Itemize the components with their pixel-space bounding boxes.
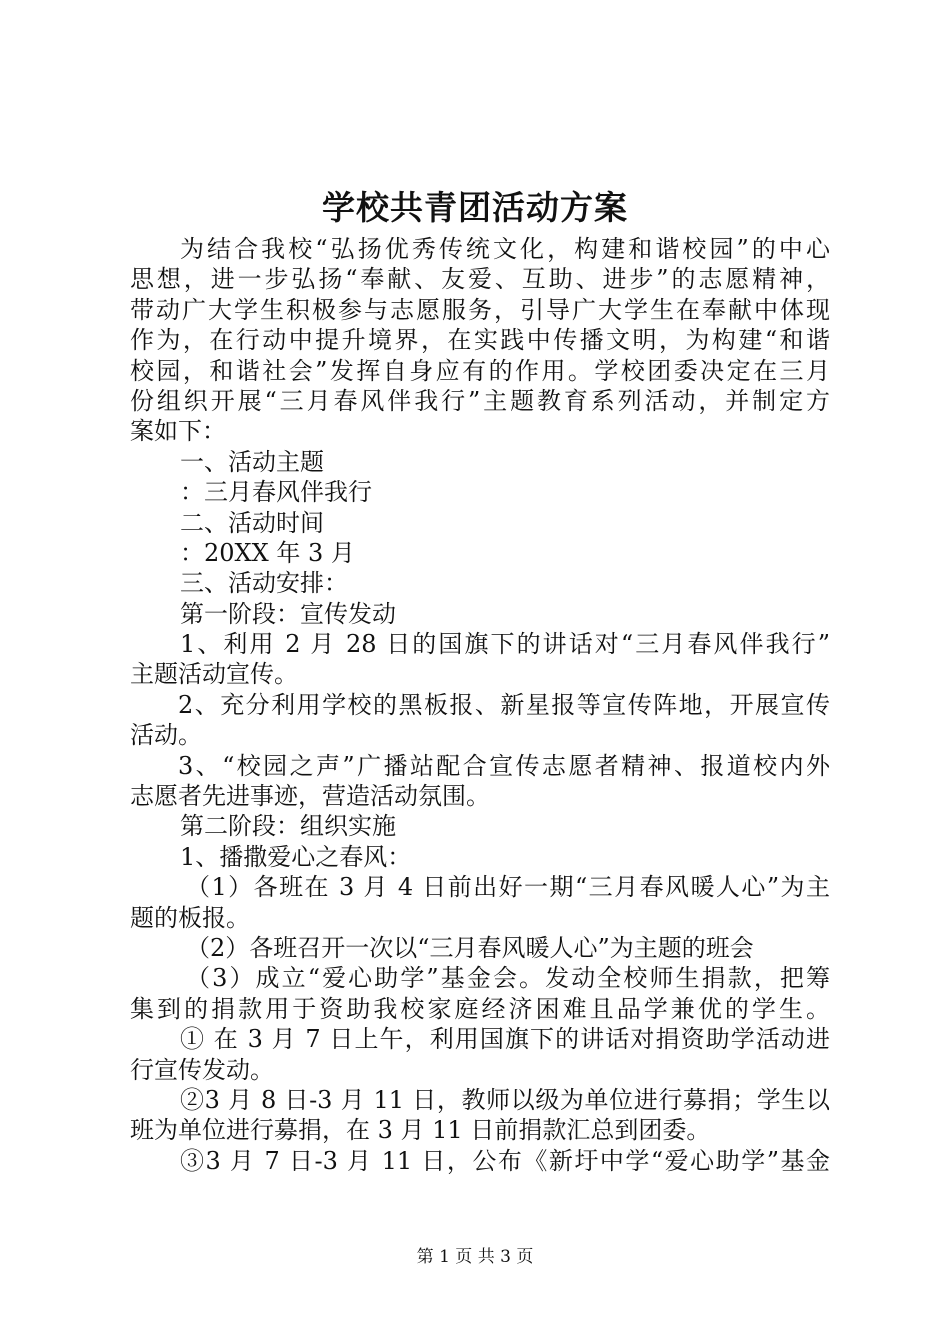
document-body [130,234,830,1176]
paragraph-line: 志愿者先进事迹，营造活动氛围。 [130,782,490,811]
section-heading: 三、活动安排： [180,569,348,598]
section-heading: 一、活动主题 [180,447,324,476]
section-heading: 二、活动时间 [180,508,324,537]
subsection-heading: 1、播撒爱心之春风： [180,842,412,871]
paragraph-line: 活动。 [130,721,202,750]
stage-heading: 第二阶段：组织实施 [180,812,396,841]
section-value: ：三月春风伴我行 [180,478,372,507]
paragraph-line: 2、充分利用学校的黑板报、新星报等宣传阵地，开展宣传 [178,690,830,719]
paragraph-line: （3）成立“爱心助学”基金会。发动全校师生捐款，把筹 [186,964,830,993]
paragraph-line: 班为单位进行募捐，在 3 月 11 日前捐款汇总到团委。 [130,1116,711,1145]
page-footer: 第 1 页 共 3 页 [416,1247,534,1267]
paragraph-line: 题的板报。 [130,903,250,932]
paragraph-line: ① 在 3 月 7 日上午，利用国旗下的讲话对捐资助学活动进 [180,1025,830,1054]
paragraph-line: （2）各班召开一次以“三月春风暖人心”为主题的班会 [186,933,754,962]
section-value: ：20XX 年 3 月 [180,538,355,567]
paragraph-line: 1、利用 2 月 28 日的国旗下的讲话对“三月春风伴我行” [180,630,830,659]
paragraph-line: 带动广大学生积极参与志愿服务，引导广大学生在奉献中体现 [130,295,830,324]
document-title: 学校共青团活动方案 [322,188,628,227]
stage-heading: 第一阶段：宣传发动 [180,599,396,628]
paragraph-line: 行宣传发动。 [130,1055,274,1084]
paragraph-line: 校园，和谐社会”发挥自身应有的作用。学校团委决定在三月 [130,356,830,385]
paragraph-line: 案如下： [130,417,226,446]
paragraph-line: 主题活动宣传。 [130,660,298,689]
paragraph-line: （1）各班在 3 月 4 日前出好一期“三月春风暖人心”为主 [186,873,830,902]
paragraph-line: 作为，在行动中提升境界，在实践中传播文明，为构建“和谐 [130,326,830,355]
paragraph-line: ③3 月 7 日-3 月 11 日，公布《新圩中学“爱心助学”基金 [180,1146,830,1175]
paragraph-line: 思想，进一步弘扬“奉献、友爱、互助、进步”的志愿精神， [130,265,830,294]
paragraph-line: 3、“校园之声”广播站配合宣传志愿者精神、报道校内外 [178,751,830,780]
paragraph-line: ②3 月 8 日-3 月 11 日，教师以级为单位进行募捐；学生以 [180,1085,830,1114]
paragraph-line: 集到的捐款用于资助我校家庭经济困难且品学兼优的学生。 [130,994,830,1023]
paragraph-line: 为结合我校“弘扬优秀传统文化，构建和谐校园”的中心 [180,235,830,263]
paragraph-line: 份组织开展“三月春风伴我行”主题教育系列活动，并制定方 [130,386,830,415]
